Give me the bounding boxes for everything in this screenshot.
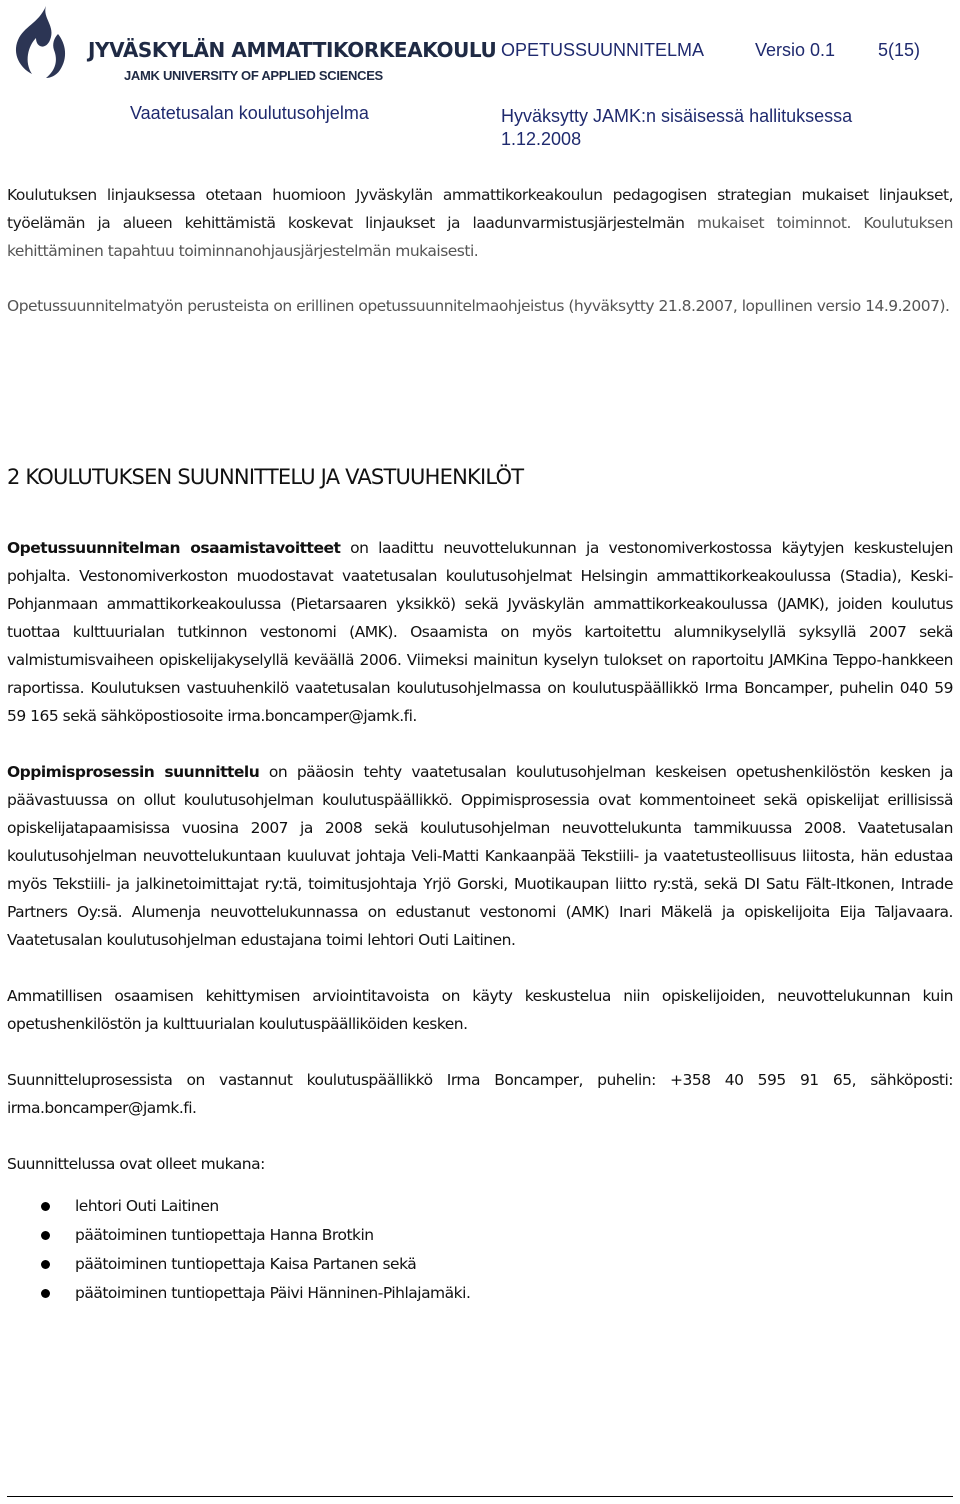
bullet-icon [41, 1260, 50, 1269]
page-header [0, 0, 960, 160]
intro-text-gray: mukaiset toiminnot. Koulutuksen kehittäminen tapahtuu toiminnanohjausjärjestelmän mukaisesti. [7, 214, 953, 260]
participant-name: päätoiminen tuntiopettaja Kaisa Partanen sekä [75, 1255, 417, 1273]
intro-paragraph [7, 181, 953, 265]
competence-lead: Opetussuunnitelman osaamistavoitteet [7, 539, 341, 557]
page-number: 5(15) [878, 40, 921, 60]
bullet-icon [41, 1289, 50, 1298]
document-version: Versio 0.1 [755, 40, 836, 60]
bullet-icon [41, 1231, 50, 1240]
jamk-logo [6, 4, 497, 84]
list-item [7, 1192, 953, 1221]
intro-text-dark: Koulutuksen linjauksessa otetaan huomioon Jyväskylän ammattikorkeakoulun pedagogisen strategian mukaiset linjaukset, työelämän ja alueen kehittämistä koskevat linjaukset ja laadunvarmistusjärjestelmän [7, 186, 953, 232]
approval-date: 1.12.2008 [501, 129, 582, 149]
list-item [7, 1221, 953, 1250]
competence-paragraph [7, 534, 953, 730]
intro-section [7, 181, 953, 320]
footer-divider [7, 1496, 953, 1497]
list-item [7, 1279, 953, 1308]
document-type: OPETUSSUUNNITELMA [501, 40, 705, 60]
learning-process-text: on pääosin tehty vaatetusalan koulutusohjelman keskeisen opetushenkilöstön kesken ja päävastuussa on ollut koulutusohjelman koulutuspäällikkö. Oppimisprosessia ovat kommentoineet sekä opiskelijat erillisissä opiskelijatapaamisissa vuosina 2007 ja 2008 sekä koulutusohjelman neuvottelukunta tammikuussa 2008. Vaatetusalan koulutusohjelman neuvottelukuntaan kuuluvat johtaja Veli-Matti Kankaanpää Tekstiili- ja vaatetusteollisuus liitosta, hän edustaa myös Tekstiili- ja jalkinetoimittajat ry:tä, toimitusjohtaja Yrjö Gorski, Muotikaupan liitto ry:stä, sekä DI Satu Fält-Itkonen, Intrade Partners Oy:sä. Alumenja neuvottelukunnassa on edustanut vestonomi (AMK) Inari Mäkelä ja opiskelijoita Eija Taljavaara. Vaatetusalan koulutusohjelman edustajana toimi lehtori Outi Laitinen. [7, 763, 953, 949]
participant-name: päätoiminen tuntiopettaja Päivi Hänninen-Pihlajamäki. [75, 1284, 471, 1302]
curriculum-guideline-paragraph: Opetussuunnitelmatyön perusteista on erillinen opetussuunnitelmaohjeistus (hyväksytty 21.8.2007, lopullinen versio 14.9.2007). [7, 297, 950, 315]
list-item [7, 1250, 953, 1279]
participants-list [7, 1192, 953, 1308]
program-name: Vaatetusalan koulutusohjelma [130, 103, 369, 123]
learning-process-paragraph [7, 758, 953, 954]
competence-text: on laadittu neuvottelukunnan ja vestonomiverkostossa käytyjen keskustelujen pohjalta. Vestonomiverkoston muodostavat vaatetusalan koulutusohjelmat Helsingin ammattikorkeakoulussa (Stadia), Keski-Pohjanmaan ammattikorkeakoulussa (Pietarsaaren yksikkö) sekä Jyväskylän ammattikorkeakoulussa (JAMK), joiden koulutus tuottaa kulttuurialan tutkinnon vestonomi (AMK). Osaamista on myös kartoitettu alumnikyselyllä syksyllä 2007 sekä valmistumisvaiheen opiskelijakyselyllä keväällä 2006. Viimeksi mainitun kyselyn tulokset on raportoitu JAMKina Teppo-hankkeen raportissa. Koulutuksen vastuuhenkilö vaatetusalan koulutusohjelmassa on koulutuspäällikkö Irma Boncamper, puhelin 040 59 59 165 sekä sähköpostiosoite irma.boncamper@jamk.fi. [7, 539, 953, 725]
responsible-paragraph: Suunnitteluprosessista on vastannut koulutuspäällikkö Irma Boncamper, puhelin: +358 40 595 91 65, sähköposti: irma.boncamper@jamk.fi. [7, 1071, 953, 1117]
participants-intro: Suunnittelussa ovat olleet mukana: [7, 1155, 265, 1173]
jamk-flame-logo-icon [6, 4, 86, 84]
approval-note: Hyväksytty JAMK:n sisäisessä hallituksessa [501, 106, 853, 126]
learning-process-lead: Oppimisprosessin suunnittelu [7, 763, 260, 781]
participant-name: päätoiminen tuntiopettaja Hanna Brotkin [75, 1226, 374, 1244]
logo-wordmark: JYVÄSKYLÄN AMMATTIKORKEAKOULU [88, 38, 497, 62]
section-body [7, 534, 953, 1308]
assessment-paragraph: Ammatillisen osaamisen kehittymisen arviointitavoista on käyty keskustelua niin opiskelijoiden, neuvottelukunnan kuin opetushenkilöstön ja kulttuurialan koulutuspäälliköiden kesken. [7, 987, 953, 1033]
bullet-icon [41, 1202, 50, 1211]
participant-name: lehtori Outi Laitinen [75, 1197, 219, 1215]
logo-subtitle: JAMK UNIVERSITY OF APPLIED SCIENCES [124, 68, 383, 83]
section-heading: 2 KOULUTUKSEN SUUNNITTELU JA VASTUUHENKILÖT [7, 465, 524, 489]
